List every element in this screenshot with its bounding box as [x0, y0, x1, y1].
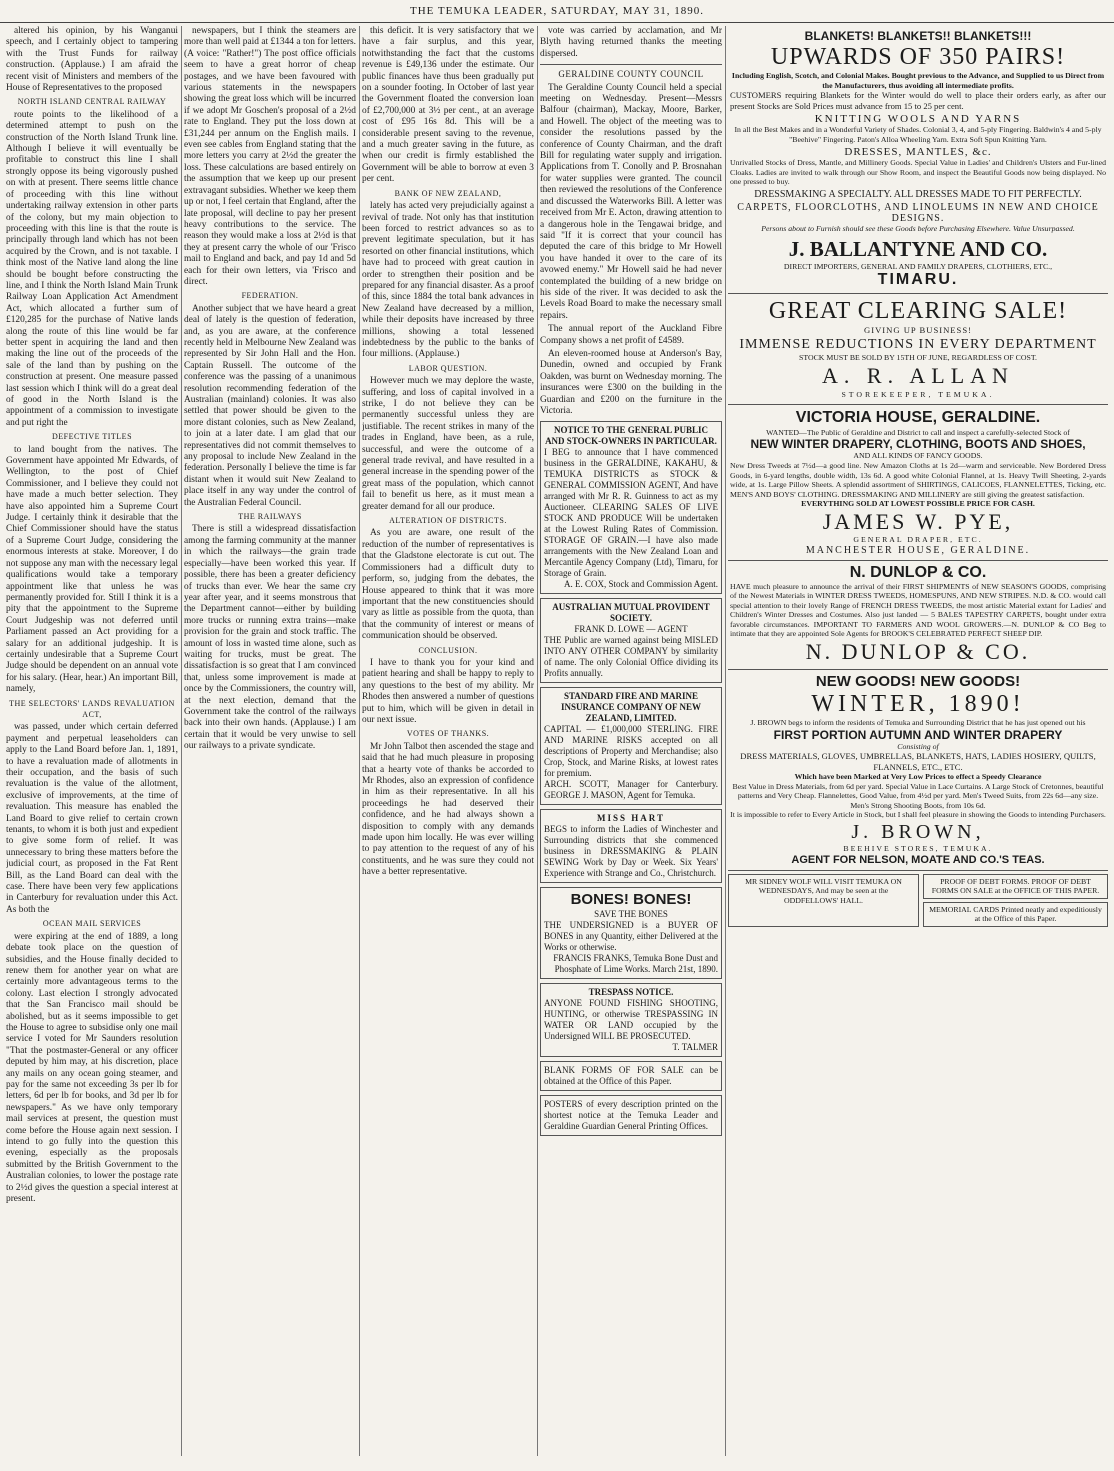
- ad-note: STOCK MUST BE SOLD BY 15TH OF JUNE, REGARDLESS OF COST.: [799, 352, 1037, 362]
- debt-forms-ad: PROOF OF DEBT FORMS. PROOF OF DEBT FORMS ON SALE at the OFFICE OF THIS PAPER.: [923, 874, 1108, 899]
- brown-ad: [728, 670, 1108, 871]
- paragraph: Another subject that we have heard a great deal of lately is the question of federation, and, as you are aware, at the conference recently held in Melbourne New Zealand was represented by Sir John Hall and the Hon. Captain Russell. The outcome of the conference was the passing of a unanimous resolution recommending federation of the Australian (mainland) colonies. It was also settled that power should be given to the more distant colonies, such as New Zealand, to join at a later date. I am glad that our representatives did not commit themselves to any proposal to include New Zealand in the federation. Personally I believe the time is far distant when it would suit New Zealand to place itself in any way under the control of the Australian Federal Council.: [184, 303, 356, 508]
- ad-body: In all the Best Makes and in a Wonderful Variety of Shades. Colonial 3, 4, and 5-ply Fingering. Baldwin's 4 and 5-ply "Beehive" Fingering. Paton's Alloa Wheeling Yarn. Extra Soft Spun Knitting Yarn.: [734, 125, 1102, 144]
- amp-society-ad: [540, 598, 722, 683]
- ad-title: AUSTRALIAN MUTUAL PROVIDENT SOCIETY.: [552, 602, 710, 624]
- subheading: ALTERATION OF DISTRICTS.: [389, 516, 507, 526]
- subheading: VOTES OF THANKS.: [406, 729, 490, 739]
- ad-agent: FRANK D. LOWE — AGENT: [574, 624, 688, 635]
- allan-ad: [728, 294, 1108, 405]
- subheading: THE RAILWAYS: [238, 512, 302, 522]
- ad-signature: FRANCIS FRANKS, Temuka Bone Dust and Phosphate of Lime Works. March 21st, 1890.: [553, 953, 718, 975]
- ad-section: CARPETS, FLOORCLOTHS, AND LINOLEUMS IN NEW AND CHOICE DESIGNS.: [737, 201, 1099, 224]
- ad-body: THE UNDERSIGNED is a BUYER OF BONES in any Quantity, either Delivered at the Works or otherwise.: [544, 920, 718, 953]
- forms-ads: [923, 874, 1108, 927]
- ad-section: AND ALL KINDS OF FANCY GOODS.: [853, 451, 983, 461]
- ad-agent: AGENT FOR NELSON, MOATE AND CO.'S TEAS.: [791, 853, 1045, 866]
- paragraph: was passed, under which certain deferred payment and perpetual leaseholders can apply to the Land Board before Jan. 1, 1891, to have a revaluation made of allotments in their occupation, and the basis of such revaluation is the value of the allotment, exclusive of improvements, at the time of revaluation. This measure has enabled the Land Board to give relief to certain crown tenants, to whom it is both just and expedient to give some form of relief. It was unnecessary to bring these matters before the judicial court, as proposed in the Fat Rent Bill, as the Land Board can deal with the case. There have been very few applications in Canterbury for revaluation under this Act. As both the: [6, 722, 178, 915]
- paragraph: lately has acted very prejudicially against a revival of trade. Not only has that institution been forced to restrict advances so as to prevent legitimate speculation, but it has resorted on other financial institutions, which have had to proceed with great caution in order to strengthen their position and be prepared for any financial disaster. As a proof of this, since 1884 the total bank advances in New Zealand have decreased by a million, while their deposits have increased by three millions, showing a total lessened indebtedness by the public to the banks of four millions. (Applause.): [362, 201, 534, 360]
- posters-ad: POSTERS of every description printed on the shortest notice at the Temuka Leader and Geraldine Guardian General Printing Offices.: [540, 1095, 722, 1136]
- ad-firm-sub: BEEHIVE STORES, TEMUKA.: [843, 844, 993, 854]
- subheading: GERALDINE COUNTY COUNCIL: [558, 69, 704, 80]
- column-rule: [181, 26, 182, 1456]
- trespass-ad: [540, 983, 722, 1057]
- ad-firm-sub: STOREKEEPER, TEMUKA.: [841, 390, 995, 400]
- dressmaker-ad: [540, 809, 722, 883]
- ad-title: NOTICE TO THE GENERAL PUBLIC AND STOCK-OWNERS IN PARTICULAR.: [545, 425, 717, 447]
- article-column-2: [184, 26, 356, 1456]
- ad-signature: ARCH. SCOTT, Manager for Canterbury. GEORGE J. MASON, Agent for Temuka.: [544, 779, 718, 801]
- ad-title: BONES! BONES!: [570, 891, 692, 909]
- ad-house: MANCHESTER HOUSE, GERALDINE.: [805, 544, 1031, 556]
- paragraph: However much we may deplore the waste, suffering, and loss of capital involved in a strike, I do not believe they can be permanently successful unless they are justifiable. The recent strikes in many of the trades in England, have been, as a rule, successful, and were the outcome of a general trade revival, and have resulted in a general increase in the spending power of the great mass of the population, which cannot fail to benefit us here, as it must mean a greater demand for all our produce.: [362, 376, 534, 512]
- ad-body: CAPITAL — £1,000,000 STERLING. FIRE AND MARINE RISKS accepted on all descriptions of Property and Merchandise; also Crop, Stock, and Marine Risks, at lowest rates for premium.: [544, 724, 718, 779]
- ad-year: WINTER, 1890!: [811, 691, 1025, 718]
- subheading: LABOR QUESTION.: [408, 363, 488, 373]
- small-ads-row: [728, 871, 1108, 927]
- paragraph: to land bought from the natives. The Government have appointed Mr Edwards, of Wellington, to the post of Chief Commissioner, and I believe they could not have made a much better selection. They have also appointed him a Supreme Court Judge. I certainly think it desirable that the Chief Commissioner should have the status of a Supreme Court Judge, considering the enormous interests at stake. Moreover, I do not suppose any man with the necessary legal qualifications would take a temporary appointment like that unless he was permanently provided for. Still I think it is a pity that the appointment to the Supreme Court Judgeship was not deferred until Parliament passed an Act providing for a salary for an additional judgeship. It is certainly undesirable that a Supreme Court Judge should be dependent on an annual vote for his salary. (Hear, hear.) An important Bill, namely,: [6, 444, 178, 695]
- ad-headline: NEW GOODS! NEW GOODS!: [815, 673, 1021, 691]
- masthead: THE TEMUKA LEADER, SATURDAY, MAY 31, 1890.: [0, 0, 1114, 23]
- ad-top: BLANKETS! BLANKETS!! BLANKETS!!!: [804, 29, 1032, 43]
- ad-body: BEGS to inform the Ladies of Winchester and Surrounding districts that she commenced business in DRESSMAKING & PLAIN SEWING Work by Day or Week. Six Years' Experience with Strange and Co., Christchurch.: [544, 824, 718, 879]
- ad-firm: J. BROWN,: [851, 821, 985, 844]
- ad-headline: GREAT CLEARING SALE!: [768, 298, 1068, 325]
- ad-firm: J. BALLANTYNE AND CO.: [788, 236, 1048, 261]
- ad-body: THE Public are warned against being MISLED INTO ANY OTHER COMPANY by similarity of name. The only Colonial Office dividing its Profits annually.: [544, 635, 718, 679]
- ad-signature: T. TALMER: [672, 1042, 718, 1053]
- column-rule: [725, 26, 726, 1456]
- ad-headline: VICTORIA HOUSE, GERALDINE.: [795, 408, 1041, 426]
- subheading: DEFECTIVE TITLES: [51, 432, 133, 442]
- paragraph: vote was carried by acclamation, and Mr Blyth having returned thanks the meeting dispersed.: [540, 26, 722, 59]
- ad-title: TRESPASS NOTICE.: [588, 987, 674, 998]
- ad-body: HAVE much pleasure to announce the arrival of their FIRST SHIPMENTS of NEW SEASON'S GOODS, comprising of the Newest Materials in WINTER DRESS TWEEDS, HOMESPUNS, AND NEW STRIPES. N.D. & CO. would call special attention to their lovely Range of FRENCH DRESS TWEEDS, the most artistic Material extant for Ladies' and Children's Winter Dresses and Costumes. Also just landed — 5 BALES TAPESTRY CARPETS, bought under extra favorable circumstances. IMPORTANT TO FARMERS AND WOOL GROWERS.—N. DUNLOP & CO Beg to intimate that they are appointed Sole Agents for BROOK'S CELEBRATED PERFECT SHEEP DIP.: [730, 581, 1106, 639]
- ad-section: IMMENSE REDUCTIONS IN EVERY DEPARTMENT: [739, 336, 1097, 352]
- paragraph: were expiring at the end of 1889, a long debate took place on the question of subsidies, and the House finally decided to renew them for another year on what are certainly more advantageous terms to the colony. Last election I strongly advocated that the San Francisco mail should be abolished, but as it seems impossible to get the House to agree to subsidise only one mail service I voted for Mr Saunders resolution "That the postmaster-General or any officer deputed by him may, at his discretion, place any mails on any ocean going steamer, and pay for the same not exceeding 3s per lb for letters, 6d per lb for books, and 3d per lb for newspapers." As we have only temporary mail services at present, the question must come before the House again next session. I intend to go fully into the question this evening, especially as the proposals submitted by the British Government to the Australian colonies, to lower the postage rate to 2½d gives the question a special interest at present.: [6, 931, 178, 1205]
- paragraph: route points to the likelihood of a determined attempt to push on the construction of the North Island Trunk line. Although I believe it will eventually be profitable to construct this line I shall strongly oppose its being vigorously pushed on with at present. There seems little chance of proceeding with this line without undertaking railway extension in other parts of the colony, but my main objection to proceeding with this line is that the route is principally through land which has not been acquired by the Crown, and is not taxable. I think most of the Native land along the line should be bought before constructing the line, and I think the North Island Main Trunk Railway Loan Application Act Amendment Act, which allocated a further sum of £120,285 for the purchase of Native lands along the route of this line would be far better spent in acquiring the land and then making the line out of the proceeds of the sale of the land than by pushing on the construction at present. One measure passed last session which I think will do a great deal of good in the North Island is the appointment of a commission to investigate and put right the: [6, 109, 178, 428]
- column-rule: [537, 26, 538, 1456]
- ballantyne-ad: [728, 26, 1108, 294]
- ad-body: ANYONE FOUND FISHING SHOOTING, HUNTING, or otherwise TRESPASSING IN WATER OR LAND occupied by the Undersigned WILL BE PROSECUTED.: [544, 998, 718, 1042]
- ad-note: EVERYTHING SOLD AT LOWEST POSSIBLE PRICE FOR CASH.: [801, 499, 1035, 509]
- dunlop-ad: [728, 561, 1108, 671]
- paragraph: altered his opinion, by his Wanganui speech, and I certainly object to tampering with the Trust Funds for railway construction. (Applause.) I am afraid the recent visit of Ministers and members of the House of Representatives to the proposed: [6, 26, 178, 94]
- ad-section: NEW WINTER DRAPERY, CLOTHING, BOOTS AND SHOES,: [750, 437, 1086, 452]
- ad-subtitle: GIVING UP BUSINESS!: [864, 325, 972, 336]
- article-column-1: [6, 26, 178, 1456]
- ad-section: FIRST PORTION AUTUMN AND WINTER DRAPERY: [773, 727, 1063, 742]
- paragraph: There is still a widespread dissatisfaction among the farming community at the manner in which the railways—the grain trade especially—have been worked this year. If possible, there has been a greater deficiency of trucks than ever. We hear the same cry year after year, and it seems monstrous that the Department cannot—either by building more trucks or running extra trains—make provision for the grain and stock traffic. The amount of loss in wasted time alone, such as waiting for trucks, must be great. The dissatisfaction is so great that I am convinced that, unless some improvement is made at once by the Commissioners, the country will, at the next election, demand that the Government take the control of the railways back into their own hands. (Applause.) I am certain that it would be very unwise to sell our railways to a private syndicate.: [184, 524, 356, 752]
- ad-note: Persons about to Furnish should see these Goods before Purchasing Elsewhere. Value Unsurpassed.: [761, 223, 1075, 233]
- ad-note: Which have been Marked at Very Low Prices to effect a Speedy Clearance: [794, 772, 1042, 782]
- ad-items: DRESS MATERIALS, GLOVES, UMBRELLAS, BLANKETS, HATS, LADIES HOSIERY, QUILTS, FLANNELS, ETC., ETC.: [740, 751, 1096, 772]
- paragraph: I have to thank you for your kind and patient hearing and shall be happy to reply to any questions to the best of my ability. Mr Rhodes then answered a number of questions put to him, which will be given in detail in our next issue.: [362, 657, 534, 725]
- memorial-cards-ad: MEMORIAL CARDS Printed neatly and expeditiously at the Office of this Paper.: [923, 902, 1108, 927]
- bones-ad: [540, 887, 722, 979]
- ad-subtitle: Including English, Scotch, and Colonial Makes. Bought previous to the Advance, and Supplied to us Direct from the Manufacturers, thus avoiding all intermediate profits.: [731, 71, 1105, 90]
- ad-headline: UPWARDS OF 350 PAIRS!: [770, 44, 1066, 70]
- subheading: FEDERATION.: [241, 291, 299, 301]
- ad-body: I BEG to announce that I have commenced business in the GERALDINE, KAKAHU, & TEMUKA DISTRICTS as STOCK & GENERAL COMMISSION AGENT, And have arranged with Mr R. R. Guinness to act as my Auctioneer. CLEARING SALES OF LIVE STOCK AND PRODUCE Will be undertaken at the Lowest Ruling Rates of Commission. STORAGE OF GRAIN.—I have also made arrangements with the New Zealand Loan and Mercantile Agency Company (Ltd), Timaru, for Storage of Grain.: [544, 447, 718, 579]
- ad-subtitle: SAVE THE BONES: [594, 909, 668, 920]
- ad-intro: J. BROWN begs to inform the residents of Temuka and Surrounding District that he has just opened out his: [750, 718, 1086, 728]
- article-column-4: [540, 26, 722, 1456]
- ad-firm: A. R. ALLAN: [822, 363, 1014, 389]
- subheading: CONCLUSION.: [418, 645, 478, 655]
- ad-section: DRESSMAKING A SPECIALTY. ALL DRESSES MADE TO FIT PERFECTLY.: [754, 188, 1082, 200]
- paragraph: newspapers, but I think the steamers are more than well paid at £1344 a ton for letters. (A voice: "Rather!") The post office officials seem to have a great horror of cheap postages, and we have been favoured with various statements in the newspapers showing the great loss which will be incurred if we adopt Mr Goschen's proposal of a 2½d rate to England. They put the loss down at £31,244 per annum on the English mails. I even see cables from England stating that the more letters you carry at 2½d the greater the loss. These calculations are based entirely on the assumption that we keep up our present extravagant subsidies. Whether we keep them up or not, I feel certain that England, after the late proposal, will decline to pay her present heavy contributions to the service. The reason they would make a loss at 2½d is that they at present carry the whole of our 'Frisco mail to England and back, and pay 1d and 5d each for their own letters, via 'Frisco and direct.: [184, 26, 356, 287]
- ad-title: MISS HART: [597, 813, 665, 824]
- subheading: THE SELECTORS' LANDS REVALUATION ACT,: [9, 698, 175, 719]
- ad-subtitle: WANTED—The Public of Geraldine and District to call and inspect a carefully-selected Stock of: [766, 427, 1070, 437]
- ad-firm-sub: DIRECT IMPORTERS, GENERAL AND FAMILY DRAPERS, CLOTHIERS, ETC.,: [783, 261, 1053, 271]
- ad-section: DRESSES, MANTLES, &c.: [844, 146, 992, 159]
- ad-firm: N. DUNLOP & CO.: [805, 639, 1031, 665]
- ad-text: Consisting of: [897, 741, 939, 751]
- ad-firm: JAMES W. PYE,: [822, 508, 1014, 534]
- insurance-ad: [540, 687, 722, 805]
- ad-body: CUSTOMERS requiring Blankets for the Winter would do well to place their orders early, as after our present Stocks are Sold Prices must advance from 15 to 25 per cent.: [730, 90, 1106, 111]
- ad-firm-sub: GENERAL DRAPER, ETC.: [853, 534, 983, 544]
- advertisement-column: [728, 26, 1108, 1456]
- ad-body: Unrivalled Stocks of Dress, Mantle, and Millinery Goods. Special Value in Ladies' and Children's Ulsters and Fur-lined Cloaks. Ladies are invited to walk through our Show Room, and inspect the Beautiful Goods now being displayed. No one pressed to buy.: [730, 158, 1106, 187]
- divider: [540, 64, 722, 65]
- subheading: OCEAN MAIL SERVICES: [42, 919, 142, 929]
- ad-body: Best Value in Dress Materials, from 6d per yard. Special Value in Lace Curtains. A Large Stock of Cretonnes, beautiful patterns and Very Cheap. Flannelettes, Good Value, from 4½d per yard. Men's Tweed Suits, from 22s 6d—any size. Men's Strong Shooting Boots, from 10s 6d.: [732, 781, 1104, 810]
- ad-town: TIMARU.: [877, 271, 959, 289]
- subheading: NORTH ISLAND CENTRAL RAILWAY: [17, 97, 167, 107]
- paragraph: Mr John Talbot then ascended the stage and said that he had much pleasure in proposing that a hearty vote of thanks be accorded to Mr Rhodes, also an expression of confidence in him as their representative. In all his proceedings he had deserved their confidence, and he had always shown a disposition to comply with any demands made upon him locally. He was ever willing to pay attention to the request of any of his constituents, and he was sure they could not have a better representative.: [362, 741, 534, 878]
- ad-title: STANDARD FIRE AND MARINE INSURANCE COMPANY OF NEW ZEALAND, LIMITED.: [561, 691, 701, 724]
- blank-forms-ad: BLANK FORMS OF FOR SALE can be obtained at the Office of this Paper.: [540, 1061, 722, 1091]
- wolf-ad: MR SIDNEY WOLF WILL VISIT TEMUKA ON WEDNESDAYS, And may be seen at the ODDFELLOWS' HALL.: [728, 874, 919, 927]
- paragraph: this deficit. It is very satisfactory that we have a fair surplus, and this year, notwithstanding the fact that the customs revenue is £49,136 under the estimate. Our public finances have thus been gradually put on a sounder footing. In October of last year the Government floated the conversion loan of £2,700,000 at 3½ per cent., at an average cost of £95 16s 8d. This will be a considerable present saving to the revenue, and a much greater saving in the future, as when our credit is firmly established the Government will be able to borrow at even 3 per cent.: [362, 26, 534, 185]
- paragraph: The annual report of the Auckland Fibre Company shows a net profit of £4589.: [540, 324, 722, 346]
- paragraph: The Geraldine County Council held a special meeting on Wednesday. Present—Messrs Balfour (chairman), Mackay, Moore, Barker, and Howell. The object of the meeting was to consider the resolutions passed by the conference of County Chairman, and the draft Bill for regulating water supply and irrigation. Applications from T. Conolly and P. Brosnahan for water supplies were granted. The council then reviewed the resolutions of the Conference and discussed the Waterworks Bill. A letter was received from Mr E. Acton, drawing attention to a dangerous hole in the Tengawai bridge, and said "If it is correct that your council has deputed the care of this bridge to Mr Howell you have handed it over to the care of its avowed enemy." Mr Howell said he had never contemplated the building of a new bridge on his side of the river. It was decided to ask the Levels Road Board to make the necessary small repairs.: [540, 82, 722, 321]
- ad-headline: N. DUNLOP & CO.: [849, 563, 987, 581]
- ad-note: It is impossible to refer to Every Article in Stock, but I shall feel pleasure in showing the Goods to intending Purchasers.: [730, 810, 1106, 820]
- paragraph: An eleven-roomed house at Anderson's Bay, Dunedin, owned and occupied by Frank Oakden, was burnt on Wednesday morning. The insurances were £300 on the building in the Guardian and £200 on the furniture in the Victoria.: [540, 348, 722, 416]
- paragraph: As you are aware, one result of the reduction of the number of representatives is that the Gladstone electorate is cut out. The Commissioners had a difficult duty to perform, so, judging from the debates, the House appeared to think that it was more important that the new constituencies should vary as little as possible from the quota, than that the community of interest or means of communication should be observed.: [362, 528, 534, 642]
- article-column-3: [362, 26, 534, 1456]
- victoria-house-ad: [728, 405, 1108, 561]
- ad-section: KNITTING WOOLS AND YARNS: [814, 113, 1022, 125]
- subheading: BANK OF NEW ZEALAND,: [394, 188, 502, 198]
- ad-body: New Dress Tweeds at 7½d—a good line. New Amazon Cloths at 1s 2d—warm and serviceable. New Bordered Dress Goods, in 6-yard lengths, double width, 13s 6d. A good white Colonial Flannel, at 1s. Heavy Twill Sheeting, 2-yards wide, at 1s. Large Pillow Sheets. A splendid assortment of SHIRTINGS, CALICOES, FLANNELETTES, Ticking, etc. MEN'S AND BOYS' CLOTHING. DRESSMAKING AND MILLINERY are still giving the greatest satisfaction.: [730, 460, 1106, 499]
- ad-signature: A. E. COX, Stock and Commission Agent.: [563, 579, 718, 590]
- column-rule: [359, 26, 360, 1456]
- notice-ad: [540, 421, 722, 594]
